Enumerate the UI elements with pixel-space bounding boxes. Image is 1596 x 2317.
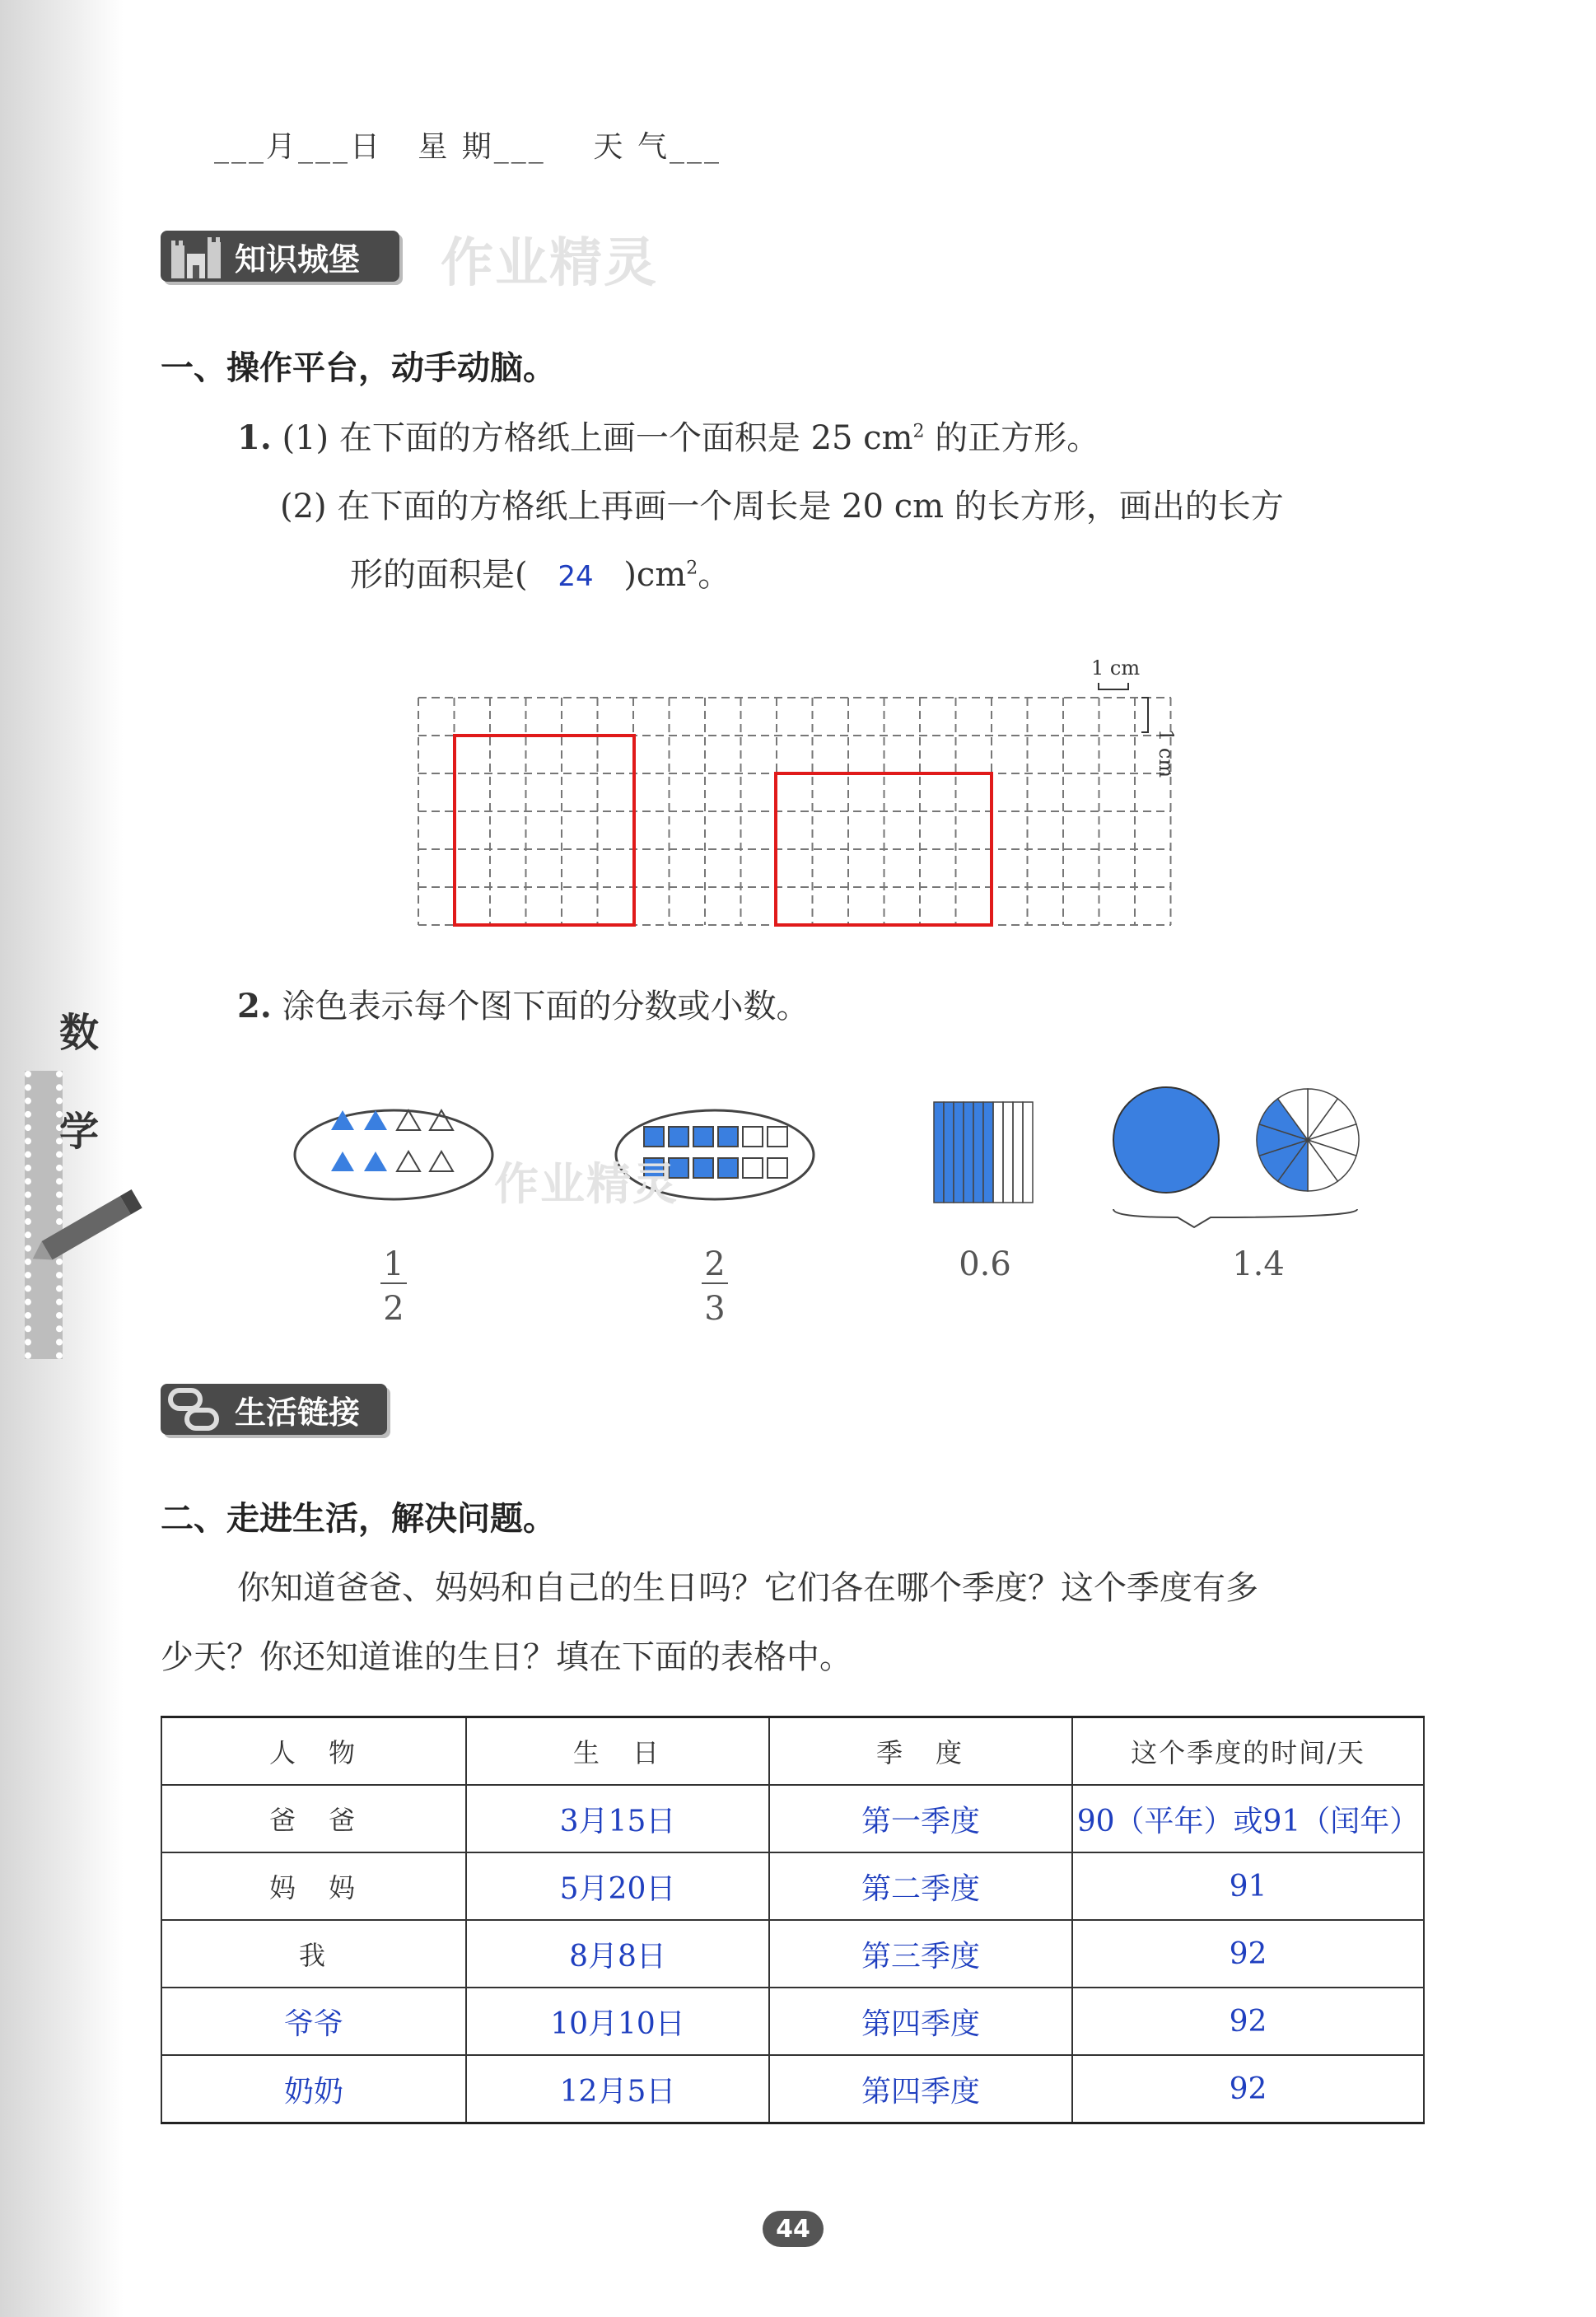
header-days: 这个季度的时间/天 <box>1072 1717 1424 1786</box>
triangle-empty <box>397 1110 420 1130</box>
full-circle <box>1113 1087 1219 1193</box>
cell-days: 91 <box>1072 1852 1424 1920</box>
q1-part2-end: 。 <box>698 556 731 594</box>
triangle-filled <box>364 1151 387 1171</box>
q1-number: 1. <box>237 418 272 457</box>
cell-birthday: 8月8日 <box>466 1920 769 1988</box>
square-25cm2 <box>455 736 634 925</box>
cell-birthday: 3月15日 <box>466 1785 769 1852</box>
header-birthday: 生 日 <box>466 1717 769 1786</box>
q1-part2-sup: 2 <box>686 558 698 579</box>
square-filled <box>718 1127 738 1147</box>
q1-part2-c: )cm <box>623 556 687 594</box>
square-empty <box>743 1158 763 1178</box>
fig4-decimal: 1.4 <box>1232 1245 1285 1283</box>
life-link-badge <box>161 1384 387 1435</box>
cell-quarter: 第三季度 <box>769 1920 1072 1988</box>
fig3-decimal: 0.6 <box>959 1245 1011 1283</box>
strip-filled <box>944 1102 954 1203</box>
question1-part2-line2 <box>350 549 730 596</box>
cell-birthday: 5月20日 <box>466 1852 769 1920</box>
fig2-denominator: 3 <box>704 1290 726 1328</box>
strip-empty <box>1003 1102 1013 1203</box>
strip-filled <box>934 1102 944 1203</box>
strip-empty <box>1013 1102 1023 1203</box>
cell-quarter: 第一季度 <box>769 1785 1072 1852</box>
strip-filled <box>954 1102 964 1203</box>
square-filled <box>669 1127 688 1147</box>
square-empty <box>768 1158 787 1178</box>
cell-birthday: 12月5日 <box>466 2055 769 2123</box>
knowledge-badge-label: 知识城堡 <box>235 241 361 278</box>
knowledge-castle-badge <box>161 231 399 282</box>
triangle-empty <box>397 1151 420 1171</box>
cell-days: 92 <box>1072 2055 1424 2123</box>
square-filled <box>644 1127 664 1147</box>
square-filled <box>693 1158 713 1178</box>
chain-link-icon <box>166 1385 223 1433</box>
strip-empty <box>993 1102 1003 1203</box>
header-quarter: 季 度 <box>769 1717 1072 1786</box>
strip-filled <box>973 1102 983 1203</box>
watermark-figures: 作业精灵 <box>494 1158 679 1210</box>
strip-filled <box>964 1102 973 1203</box>
fraction-figures <box>272 1071 1408 1351</box>
question1-part2: (2) 在下面的方格纸上再画一个周长是 20 cm 的长方形，画出的长方 <box>280 488 1284 526</box>
watermark: 作业精灵 <box>441 233 658 294</box>
fig1-denominator: 2 <box>383 1290 404 1328</box>
table-row <box>161 1988 1424 2055</box>
pencil-icon <box>25 1178 156 1277</box>
q1-part1-end: 的正方形。 <box>924 419 1100 457</box>
sidebar-subject-char-1: 数 <box>59 1010 100 1056</box>
q1-part2-b: 形的面积是( <box>350 556 528 594</box>
fig1-numerator: 1 <box>383 1245 404 1283</box>
sidebar-subject-char-2: 学 <box>59 1109 100 1155</box>
section2-paragraph-line2: 少天？你还知道谁的生日？填在下面的表格中。 <box>161 1638 852 1676</box>
life-badge-label: 生活链接 <box>235 1394 361 1431</box>
strip-filled <box>983 1102 993 1203</box>
cell-person: 妈 妈 <box>161 1852 466 1920</box>
birthday-table <box>161 1716 1425 2124</box>
bracket-horizontal <box>1099 683 1128 689</box>
square-filled <box>718 1158 738 1178</box>
table-row <box>161 2055 1424 2123</box>
q2-text: 涂色表示每个图下面的分数或小数。 <box>282 988 810 1025</box>
section2-paragraph-line1: 你知道爸爸、妈妈和自己的生日吗？它们各在哪个季度？这个季度有多 <box>237 1569 1258 1607</box>
square-empty <box>768 1127 787 1147</box>
cell-days: 90（平年）或91（闰年） <box>1072 1785 1424 1852</box>
grid-label-horizontal: 1 cm <box>1091 656 1141 680</box>
q1-part1-sup: 2 <box>912 421 925 442</box>
triangle-filled <box>364 1110 387 1130</box>
q2-number: 2. <box>237 987 272 1025</box>
strip-empty <box>1023 1102 1033 1203</box>
cell-person: 奶奶 <box>161 2055 466 2123</box>
cell-quarter: 第二季度 <box>769 1852 1072 1920</box>
question2 <box>237 980 809 1027</box>
table-row <box>161 1785 1424 1852</box>
cell-person: 爸 爸 <box>161 1785 466 1852</box>
cell-quarter: 第四季度 <box>769 2055 1072 2123</box>
cell-days: 92 <box>1072 1920 1424 1988</box>
section1-title: 一、操作平台，动手动脑。 <box>161 349 556 387</box>
cell-person: 我 <box>161 1920 466 1988</box>
page-number: 44 <box>763 2211 824 2247</box>
cell-birthday: 10月10日 <box>466 1988 769 2055</box>
triangle-empty <box>430 1151 453 1171</box>
triangle-filled <box>331 1151 354 1171</box>
table-header-row <box>161 1717 1424 1786</box>
table-row <box>161 1920 1424 1988</box>
cell-person: 爷爷 <box>161 1988 466 2055</box>
section2-title: 二、走进生活，解决问题。 <box>161 1500 556 1538</box>
q1-part1-text: (1) 在下面的方格纸上画一个面积是 25 cm <box>282 419 913 457</box>
square-empty <box>743 1127 763 1147</box>
castle-icon <box>167 234 225 278</box>
cell-quarter: 第四季度 <box>769 1988 1072 2055</box>
date-weather-line: ___月___日 星 期___ 天 气___ <box>214 130 721 164</box>
square-filled <box>693 1127 713 1147</box>
grid-label-vertical: 1 cm <box>1155 729 1178 778</box>
bracket-vertical <box>1141 698 1148 732</box>
grid-paper <box>412 647 1186 943</box>
fig2-numerator: 2 <box>704 1245 726 1283</box>
question1-part1 <box>237 412 1099 459</box>
cell-days: 92 <box>1072 1988 1424 2055</box>
table-row <box>161 1852 1424 1920</box>
triangle-oval <box>295 1110 492 1199</box>
q1-answer: 24 <box>558 560 594 593</box>
circle-brace <box>1113 1209 1357 1227</box>
header-person: 人 物 <box>161 1717 466 1786</box>
